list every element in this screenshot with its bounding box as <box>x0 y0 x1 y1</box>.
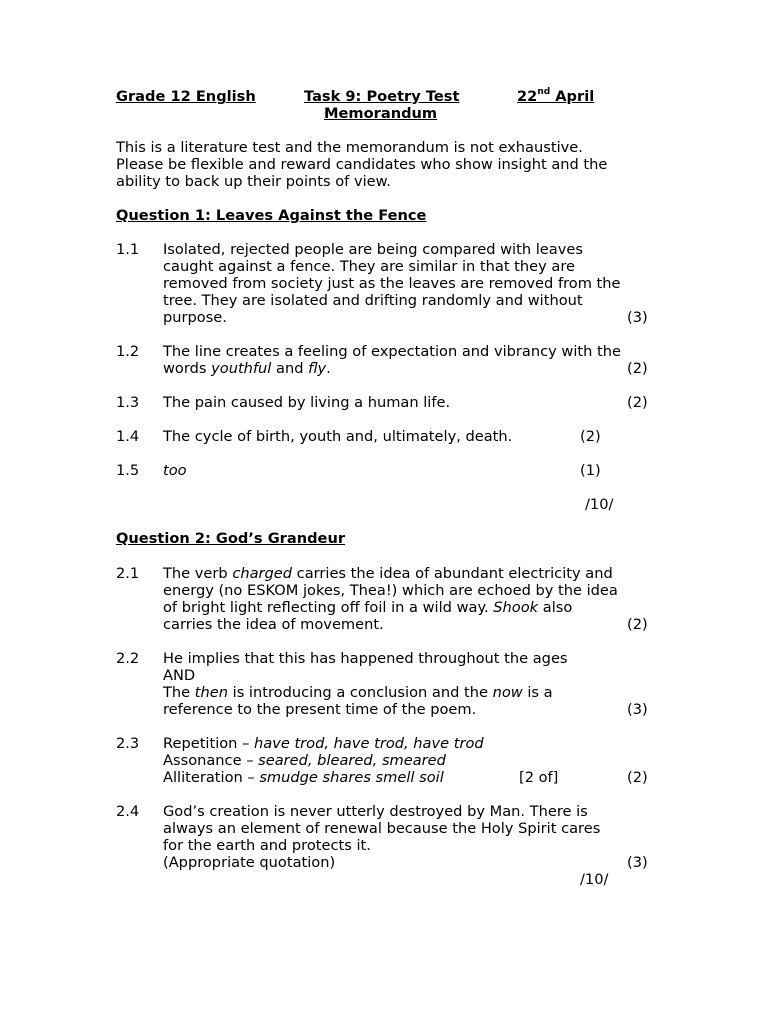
q1-2-marks: (2) <box>627 360 648 377</box>
quoted-example: seared, bleared, smeared <box>258 752 446 769</box>
text-run: words <box>163 360 212 377</box>
task-heading: Task 9: Poetry Test <box>304 88 460 105</box>
text-run: Alliteration – <box>163 769 260 786</box>
date-month: April <box>550 88 595 105</box>
q1-1-line-5: purpose. <box>163 309 227 326</box>
question-1-title: Question 1: Leaves Against the Fence <box>116 207 427 224</box>
quoted-example: have trod, have trod, have trod <box>254 735 484 752</box>
q2-2-line-2: AND <box>163 667 196 684</box>
q2-4-line-2: always an element of renewal because the Holy Spirit cares <box>163 820 601 837</box>
q1-5-answer: too <box>163 462 187 479</box>
q2-total: /10/ <box>580 871 609 888</box>
text-run: is introducing a conclusion and the <box>228 684 493 701</box>
text-run: The <box>163 684 195 701</box>
q1-5-number: 1.5 <box>116 462 140 479</box>
intro-line-3: ability to back up their points of view. <box>116 173 391 190</box>
q2-3-line-3 <box>163 769 444 786</box>
q2-4-line-1: God’s creation is never utterly destroyed by Man. There is <box>163 803 588 820</box>
q1-4-marks: (2) <box>580 428 601 445</box>
q1-total: /10/ <box>585 496 614 513</box>
question-2-title: Question 2: God’s Grandeur <box>116 530 346 547</box>
intro-line-2: Please be flexible and reward candidates who show insight and the <box>116 156 608 173</box>
q1-2-number: 1.2 <box>116 343 140 360</box>
text-run: . <box>326 360 331 377</box>
q1-1-marks: (3) <box>627 309 648 326</box>
q1-1-line-2: caught against a fence. They are similar in that they are <box>163 258 576 275</box>
q2-1-line-1 <box>163 565 613 582</box>
q1-1-line-3: removed from society just as the leaves are removed from the <box>163 275 621 292</box>
q2-2-number: 2.2 <box>116 650 140 667</box>
quoted-word: fly <box>308 360 327 377</box>
q2-3-number: 2.3 <box>116 735 140 752</box>
text-run: is a <box>522 684 553 701</box>
q1-2-line-1: The line creates a feeling of expectation and vibrancy with the <box>163 343 621 360</box>
memo-heading: Memorandum <box>324 105 438 122</box>
q2-1-line-3 <box>163 599 572 616</box>
quoted-example: smudge shares smell soil <box>259 769 444 786</box>
q1-3-answer: The pain caused by living a human life. <box>163 394 451 411</box>
q2-4-line-3: for the earth and protects it. <box>163 837 371 854</box>
text-run: carries the idea of abundant electricity and <box>292 565 613 582</box>
date-day: 22 <box>517 88 538 105</box>
q2-1-line-4: carries the idea of movement. <box>163 616 384 633</box>
quoted-word: youthful <box>211 360 272 377</box>
quoted-word: now <box>492 684 523 701</box>
q2-2-line-4: reference to the present time of the poem. <box>163 701 477 718</box>
date-heading <box>517 88 594 105</box>
q2-3-choice-note: [2 of] <box>519 769 559 786</box>
q1-1-line-1: Isolated, rejected people are being compared with leaves <box>163 241 583 258</box>
q2-4-number: 2.4 <box>116 803 140 820</box>
intro-line-1: This is a literature test and the memorandum is not exhaustive. <box>116 139 583 156</box>
q1-3-number: 1.3 <box>116 394 140 411</box>
text-run: The verb <box>163 565 233 582</box>
q2-2-line-1: He implies that this has happened throughout the ages <box>163 650 568 667</box>
text-run: also <box>538 599 573 616</box>
quoted-word: then <box>194 684 228 701</box>
text-run: and <box>271 360 309 377</box>
q1-2-line-2 <box>163 360 331 377</box>
q2-4-line-4: (Appropriate quotation) <box>163 854 336 871</box>
date-suffix: nd <box>537 87 551 98</box>
q2-4-marks: (3) <box>627 854 648 871</box>
q1-4-answer: The cycle of birth, youth and, ultimately, death. <box>163 428 513 445</box>
q1-1-number: 1.1 <box>116 241 140 258</box>
q2-2-marks: (3) <box>627 701 648 718</box>
q1-4-number: 1.4 <box>116 428 140 445</box>
text-run: Repetition – <box>163 735 255 752</box>
q2-3-line-2 <box>163 752 446 769</box>
q2-3-line-1 <box>163 735 484 752</box>
quoted-word: Shook <box>493 599 539 616</box>
grade-heading: Grade 12 English <box>116 88 256 105</box>
q2-1-line-2: energy (no ESKOM jokes, Thea!) which are echoed by the idea <box>163 582 618 599</box>
q1-1-line-4: tree. They are isolated and drifting randomly and without <box>163 292 583 309</box>
quoted-word: charged <box>232 565 293 582</box>
text-run: of bright light reflecting off foil in a wild way. <box>163 599 494 616</box>
text-run: Assonance – <box>163 752 259 769</box>
q2-1-marks: (2) <box>627 616 648 633</box>
q1-3-marks: (2) <box>627 394 648 411</box>
q2-3-marks: (2) <box>627 769 648 786</box>
q2-1-number: 2.1 <box>116 565 140 582</box>
q1-5-marks: (1) <box>580 462 601 479</box>
q2-2-line-3 <box>163 684 553 701</box>
